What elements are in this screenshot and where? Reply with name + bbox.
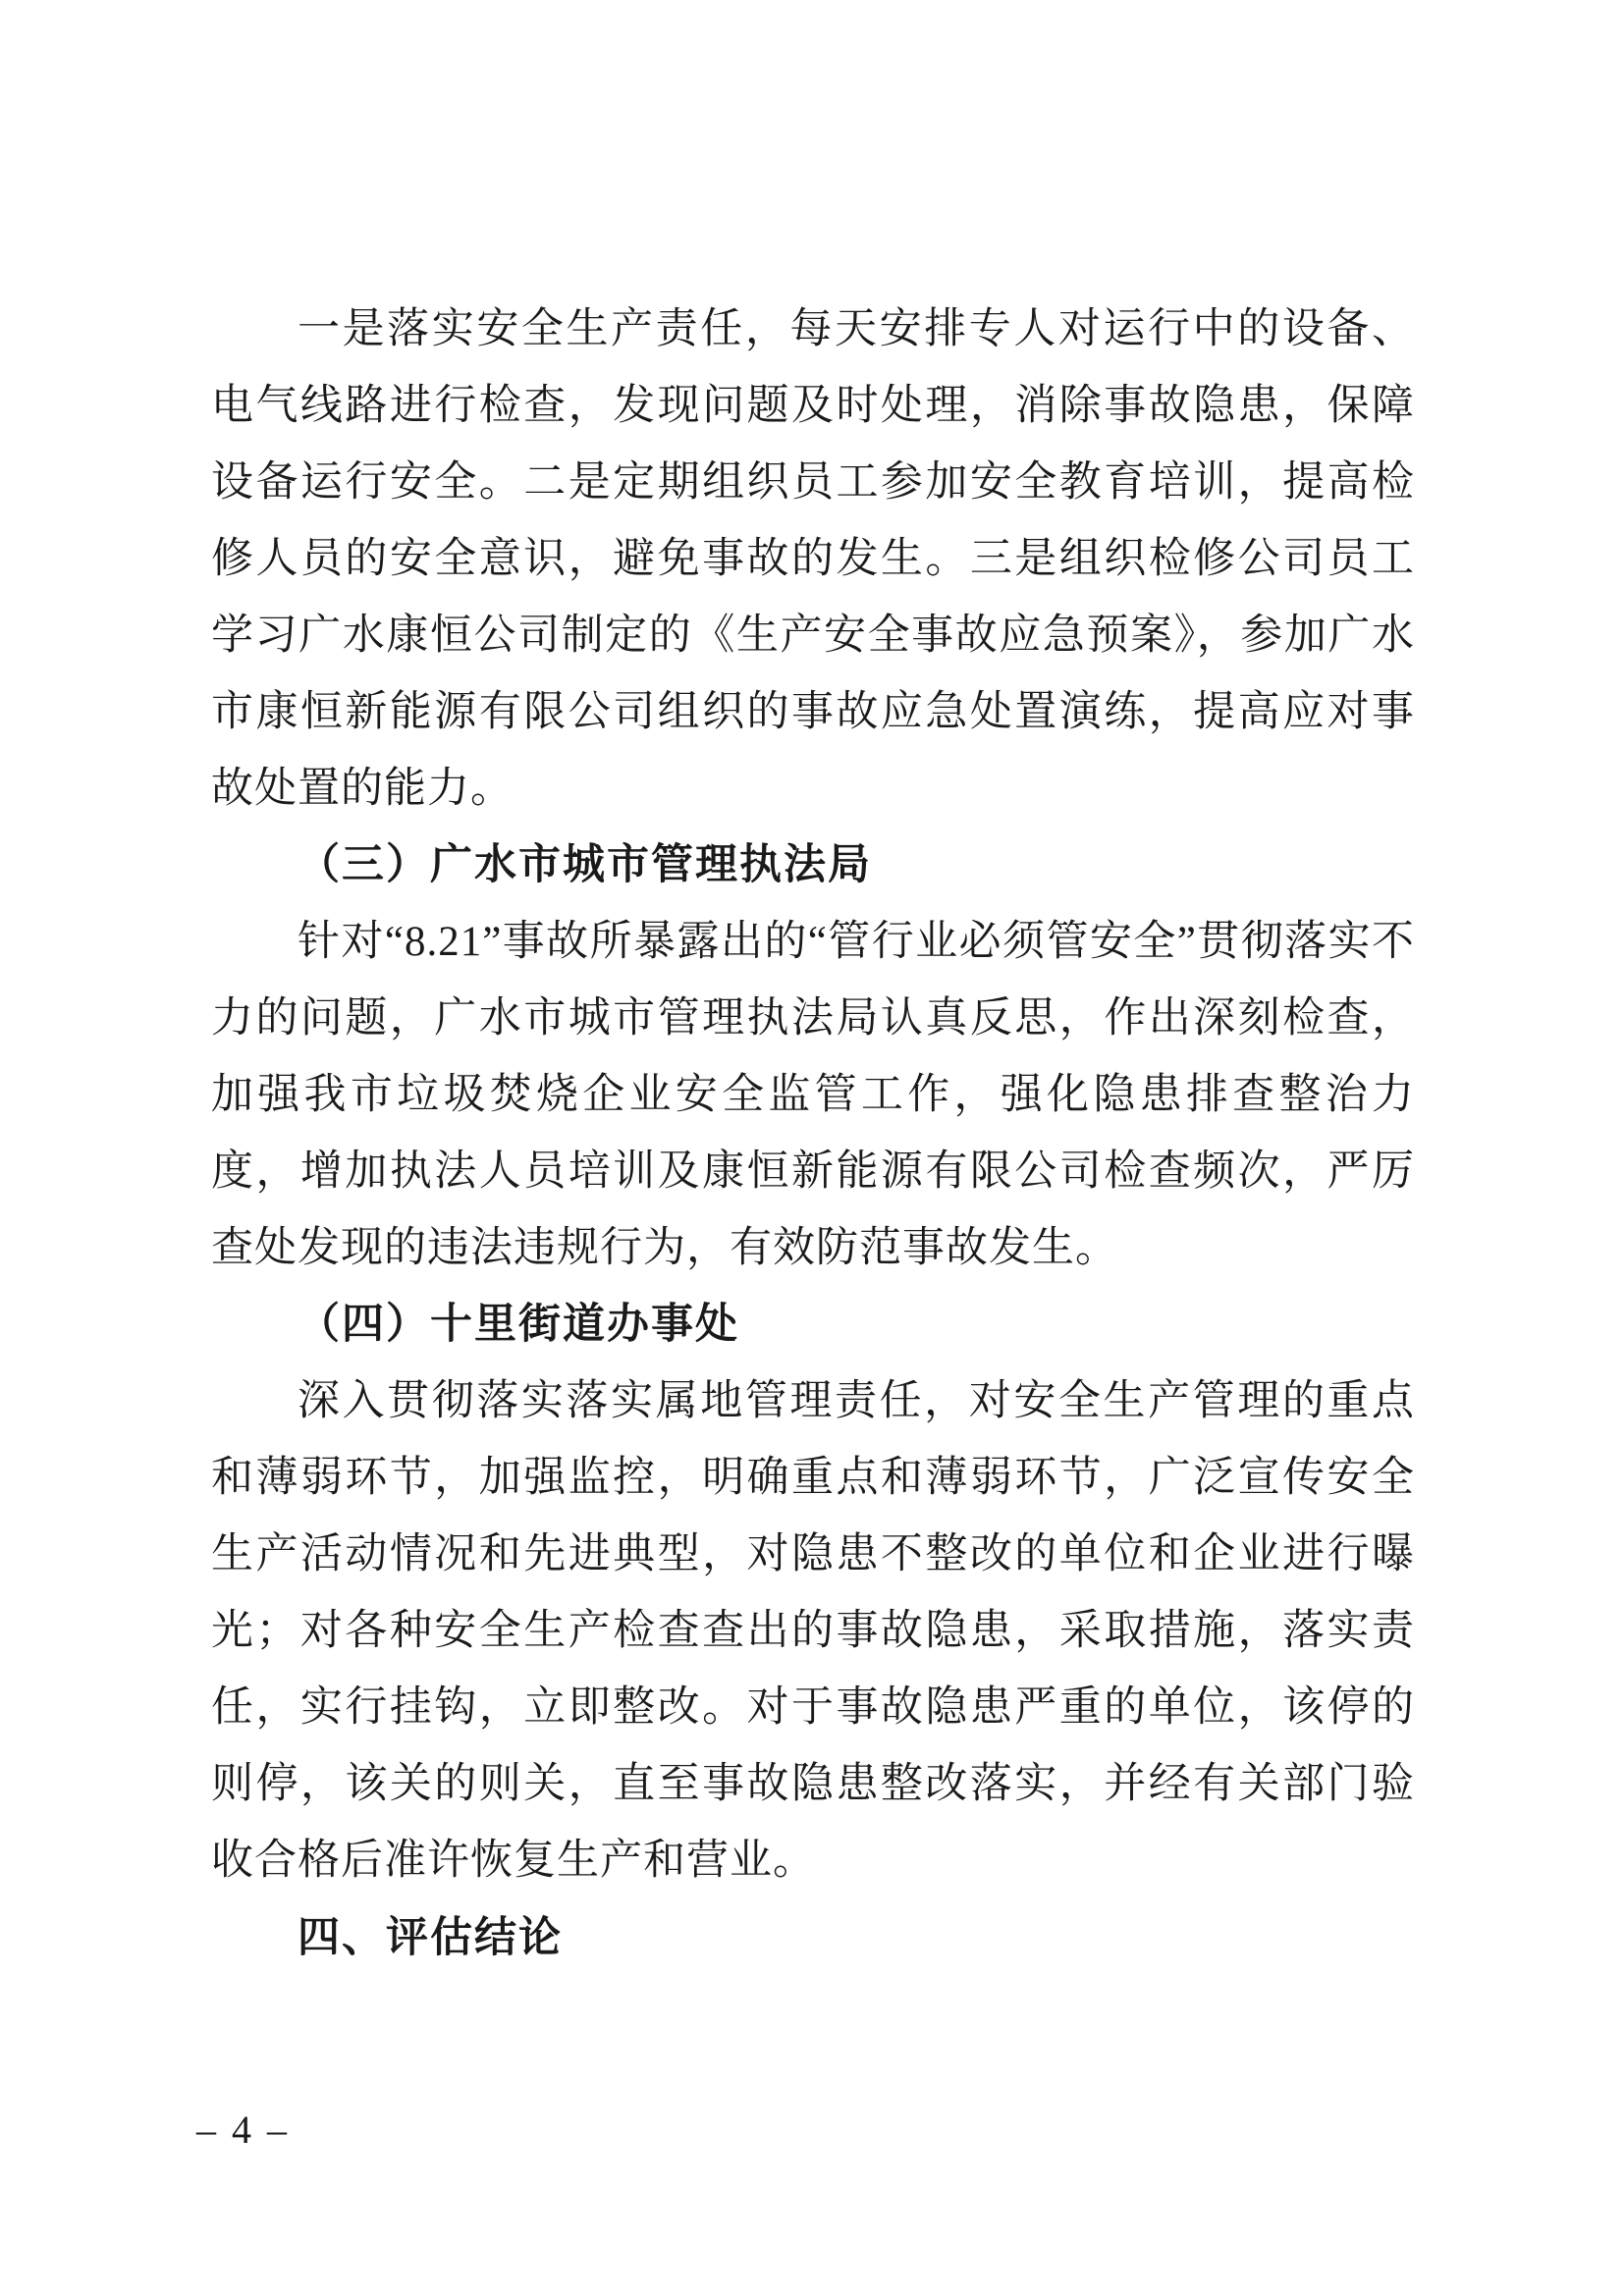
document-body xyxy=(211,292,1415,1976)
section-heading-four-shili-street-office: （四）十里街道办事处 xyxy=(298,1302,739,1348)
chapter-heading-evaluation-conclusion: 四、评估结论 xyxy=(298,1914,563,1961)
paragraph-shili-street-office-actions: 深入贯彻落实落实属地管理责任，对安全生产管理的重点和薄弱环节，加强监控，明确重点和薄弱环节，广泛宣传安全生产活动情况和先进典型，对隐患不整改的单位和企业进行曝光；对各种安全生产检查查出的事故隐患，采取措施，落实责任，实行挂钩，立即整改。对于事故隐患严重的单位，该停的则停，该关的则关，直至事故隐患整改落实，并经有关部门验收合格后准许恢复生产和营业。 xyxy=(211,1378,1415,1884)
paragraph-chengguan-bureau-actions: 针对“8.21”事故所暴露出的“管行业必须管安全”贯彻落实不力的问题，广水市城市管理执法局认真反思，作出深刻检查，加强我市垃圾焚烧企业安全监管工作，强化隐患排查整治力度，增加执法人员培训及康恒新能源有限公司检查频次，严厉查处发现的违法违规行为，有效防范事故发生。 xyxy=(211,919,1415,1271)
paragraph-kangheng-safety-measures: 一是落实安全生产责任，每天安排专人对运行中的设备、电气线路进行检查，发现问题及时处理，消除事故隐患，保障设备运行安全。二是定期组织员工参加安全教育培训，提高检修人员的安全意识，避免事故的发生。三是组织检修公司员工学习广水康恒公司制定的《生产安全事故应急预案》，参加广水市康恒新能源有限公司组织的事故应急处置演练，提高应对事故处置的能力。 xyxy=(211,306,1415,812)
section-heading-three-chengguan-bureau: （三）广水市城市管理执法局 xyxy=(298,842,872,888)
page-number: – 4 – xyxy=(196,2108,290,2152)
